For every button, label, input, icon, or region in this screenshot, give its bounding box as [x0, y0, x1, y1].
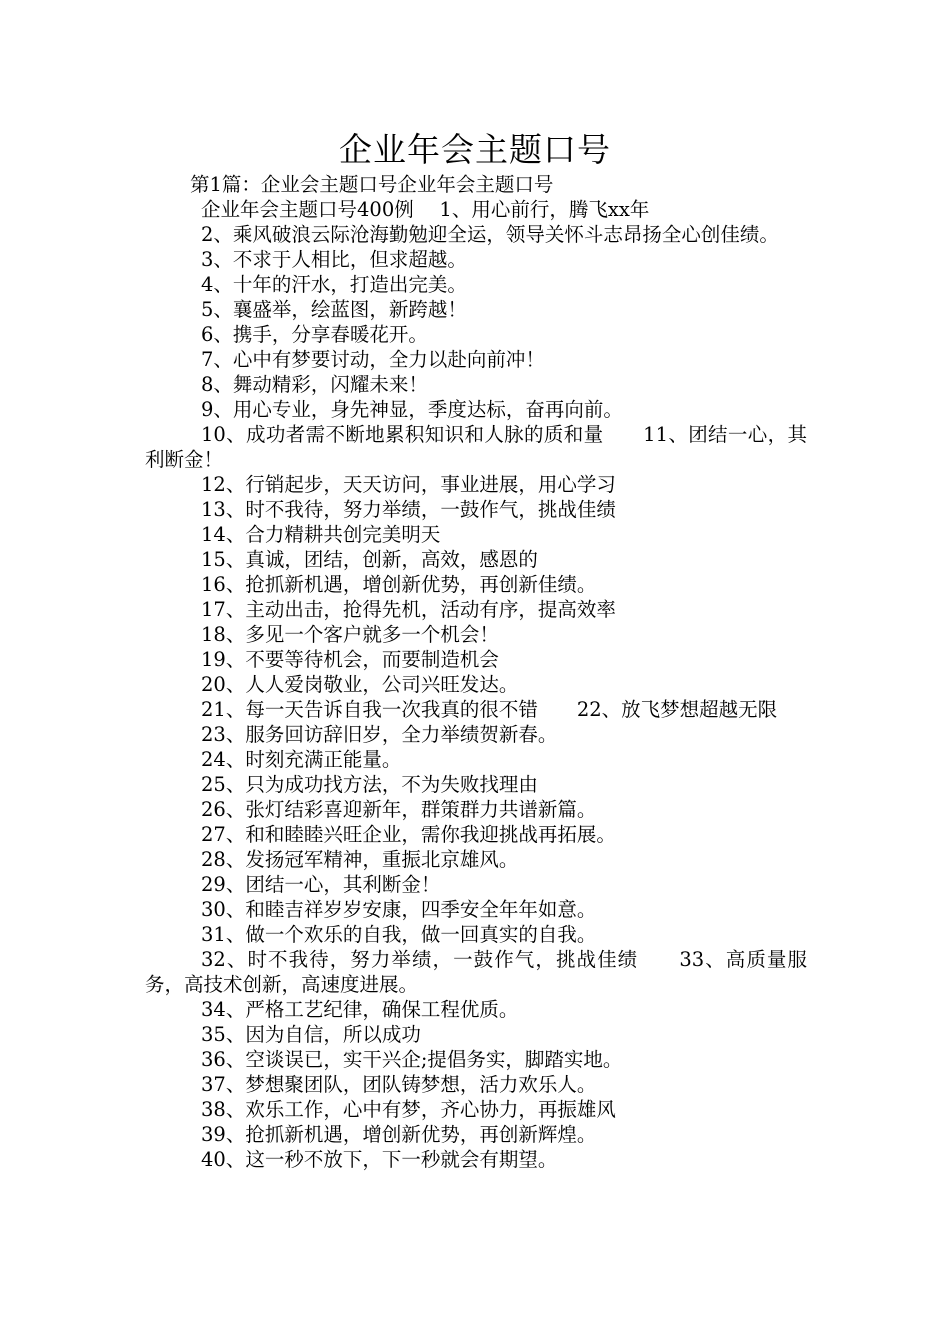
- slogan-line: 19、不要等待机会，而要制造机会: [201, 648, 499, 671]
- slogan-line: 38、欢乐工作，心中有梦，齐心协力，再振雄风: [201, 1098, 616, 1121]
- slogan-line: 7、心中有梦要讨动，全力以赴向前冲！: [201, 348, 545, 371]
- slogan-line: 6、携手，分享春暖花开。: [201, 323, 428, 346]
- slogan-line: 18、多见一个客户就多一个机会！: [201, 623, 499, 646]
- slogan-line: 21、每一天告诉自我一次我真的很不错 22、放飞梦想超越无限: [201, 698, 778, 721]
- slogan-line: 12、行销起步，天天访问，事业进展，用心学习: [201, 473, 616, 496]
- slogan-line: 20、人人爱岗敬业，公司兴旺发达。: [201, 673, 519, 696]
- slogan-line: 5、襄盛举，绘蓝图，新跨越！: [201, 298, 467, 321]
- slogan-line: 32、时不我待，努力举绩，一鼓作气，挑战佳绩 33、高质量服务，高技术创新，高速度进展。: [145, 948, 807, 996]
- slogan-line: 2、乘风破浪云际沧海勤勉迎全运，领导关怀斗志昂扬全心创佳绩。: [201, 223, 779, 246]
- slogan-line: 34、严格工艺纪律，确保工程优质。: [201, 998, 519, 1021]
- slogan-line: 10、成功者需不断地累积知识和人脉的质和量 11、团结一心，其利断金！: [145, 423, 807, 471]
- slogan-line: 8、舞动精彩，闪耀未来！: [201, 373, 428, 396]
- slogan-line: 39、抢抓新机遇，增创新优势，再创新辉煌。: [201, 1123, 597, 1146]
- slogan-line: 14、合力精耕共创完美明天: [201, 523, 441, 546]
- slogan-line: 26、张灯结彩喜迎新年，群策群力共谱新篇。: [201, 798, 597, 821]
- slogan-line: 37、梦想聚团队，团队铸梦想，活力欢乐人。: [201, 1073, 597, 1096]
- slogan-line: 27、和和睦睦兴旺企业，需你我迎挑战再拓展。: [201, 823, 616, 846]
- slogan-line: 31、做一个欢乐的自我，做一回真实的自我。: [201, 923, 597, 946]
- slogan-line: 28、发扬冠军精神，重振北京雄风。: [201, 848, 519, 871]
- slogan-line: 4、十年的汗水，打造出完美。: [201, 273, 467, 296]
- document-title: 企业年会主题口号: [339, 130, 611, 169]
- slogan-line: 23、服务回访辞旧岁，全力举绩贺新春。: [201, 723, 558, 746]
- slogan-line: 30、和睦吉祥岁岁安康，四季安全年年如意。: [201, 898, 597, 921]
- slogan-line: 35、因为自信，所以成功: [201, 1023, 421, 1046]
- slogan-line: 40、这一秒不放下，下一秒就会有期望。: [201, 1148, 558, 1171]
- slogan-line: 16、抢抓新机遇，增创新优势，再创新佳绩。: [201, 573, 597, 596]
- slogan-line: 36、空谈误已，实干兴企;提倡务实，脚踏实地。: [201, 1048, 623, 1071]
- slogan-line: 25、只为成功找方法，不为失败找理由: [201, 773, 538, 796]
- section-heading: 第1篇：企业会主题口号企业年会主题口号: [190, 173, 554, 196]
- slogan-line: 17、主动出击，抢得先机，活动有序，提高效率: [201, 598, 616, 621]
- slogan-line: 9、用心专业，身先神显，季度达标，奋再向前。: [201, 398, 623, 421]
- slogan-line: 29、团结一心，其利断金！: [201, 873, 441, 896]
- slogan-line: 3、不求于人相比，但求超越。: [201, 248, 467, 271]
- slogan-line: 企业年会主题口号400例 1、用心前行，腾飞xx年: [201, 198, 650, 221]
- slogan-line: 13、时不我待，努力举绩，一鼓作气，挑战佳绩: [201, 498, 616, 521]
- document-body: [145, 172, 807, 1172]
- slogan-line: 24、时刻充满正能量。: [201, 748, 402, 771]
- slogan-line: 15、真诚，团结，创新，高效，感恩的: [201, 548, 538, 571]
